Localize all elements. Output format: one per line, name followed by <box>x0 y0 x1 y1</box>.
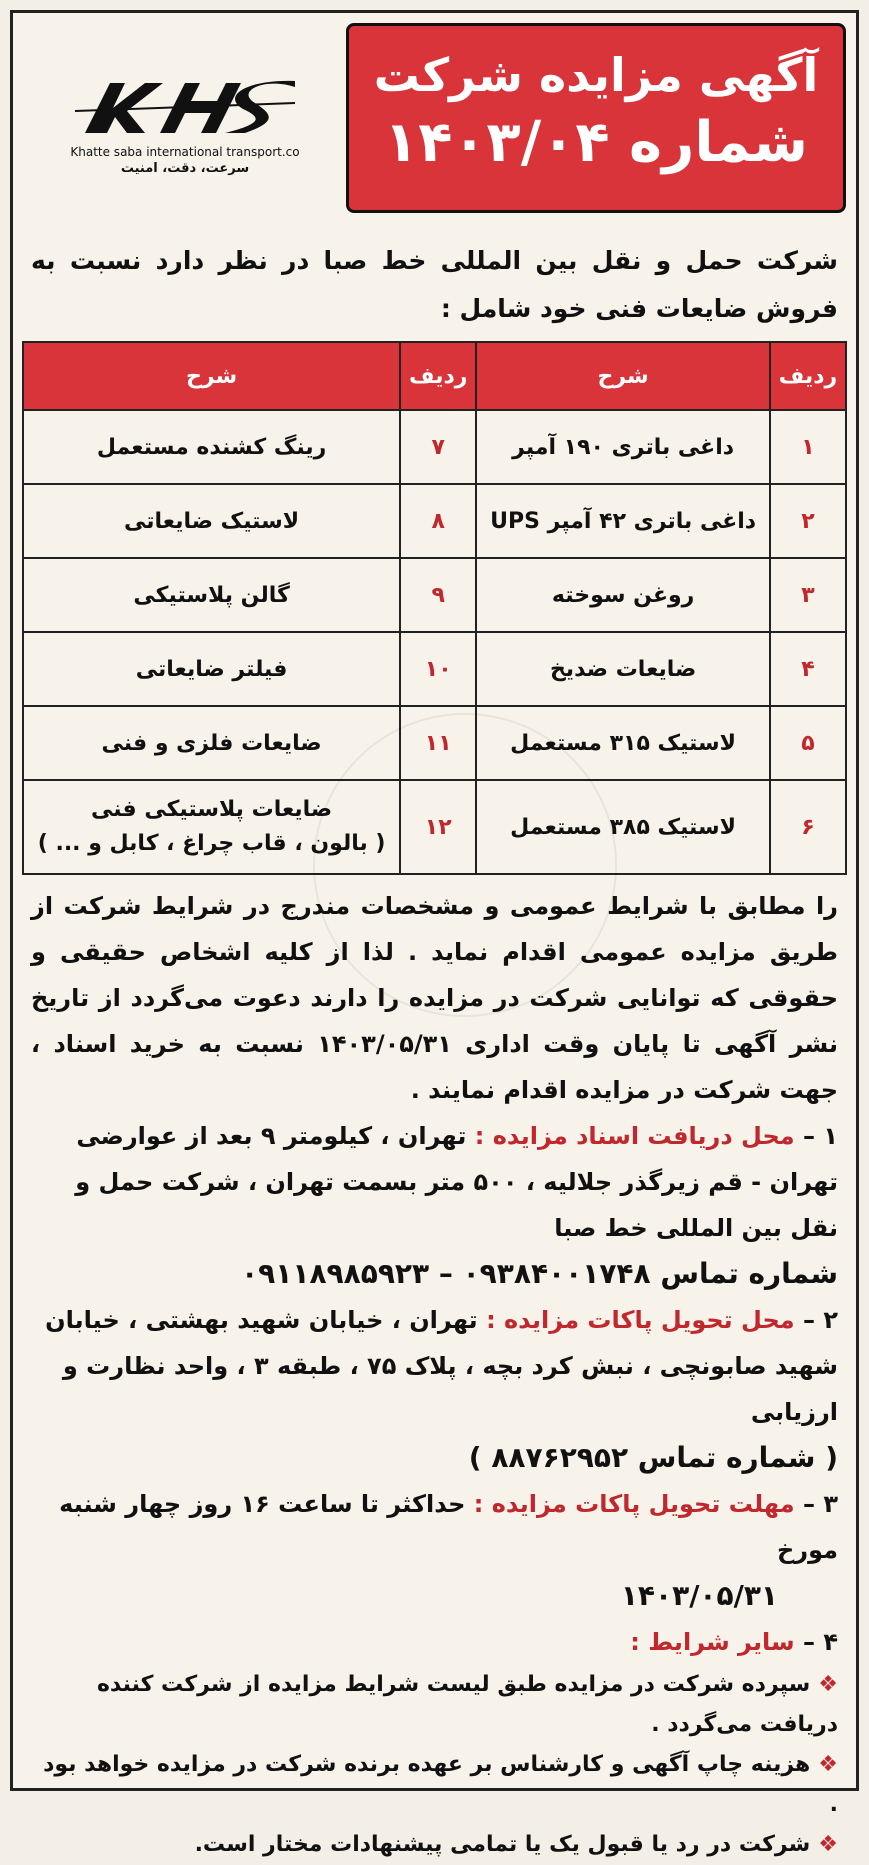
row-description: رینگ کشنده مستعمل <box>23 410 400 484</box>
table-header-row <box>23 342 846 410</box>
bullet-text: هزینه چاپ آگهی و کارشناس بر عهده برنده شرکت در مزایده خواهد بود . <box>43 1752 838 1817</box>
row-number: ۶ <box>770 780 846 874</box>
row-description-line: ( بالون ، قاب چراغ ، کابل و ... ) <box>37 831 386 856</box>
header-desc-2: شرح <box>23 342 400 410</box>
diamond-bullet-icon: ❖ <box>818 1672 838 1697</box>
row-number: ۷ <box>400 410 476 484</box>
item-label: محل دریافت اسناد مزایده : <box>474 1122 795 1150</box>
item-label: سایر شرایط : <box>630 1628 795 1656</box>
item-number: ۴ – <box>802 1628 838 1656</box>
header-num-1: ردیف <box>770 342 846 410</box>
item-number: ۲ – <box>802 1306 838 1334</box>
auction-notice <box>10 10 859 1857</box>
row-description: داغی باتری ۴۲ آمپر UPS <box>476 484 770 558</box>
table-row <box>23 706 846 780</box>
row-number: ۲ <box>770 484 846 558</box>
item-phone: شماره تماس ۰۹۳۸۴۰۰۱۷۴۸ – ۰۹۱۱۸۹۸۵۹۲۳ <box>241 1257 838 1290</box>
list-item <box>31 1825 838 1865</box>
diamond-bullet-icon: ❖ <box>818 1832 838 1857</box>
item-phone: ( شماره تماس ۸۸۷۶۲۹۵۲ ) <box>468 1441 838 1474</box>
item-text: حداکثر تا ساعت ۱۶ روز چهار شنبه مورخ <box>59 1490 838 1564</box>
list-item <box>31 1745 838 1825</box>
row-description: ضایعات ضدیخ <box>476 632 770 706</box>
row-number: ۱۲ <box>400 780 476 874</box>
other-conditions-list <box>13 1665 856 1865</box>
row-number: ۹ <box>400 558 476 632</box>
row-number: ۴ <box>770 632 846 706</box>
header <box>13 13 856 233</box>
row-number: ۳ <box>770 558 846 632</box>
condition-item-4 <box>13 1619 856 1665</box>
row-description: ضایعات فلزی و فنی <box>23 706 400 780</box>
row-description: روغن سوخته <box>476 558 770 632</box>
bullet-text: شرکت در رد یا قبول یک یا تمامی پیشنهادات مختار است. <box>194 1832 811 1857</box>
table-row <box>23 410 846 484</box>
intro-text: شرکت حمل و نقل بین المللی خط صبا در نظر دارد نسبت به فروش ضایعات فنی خود شامل : <box>31 246 838 323</box>
row-number: ۱۰ <box>400 632 476 706</box>
condition-item-2 <box>13 1297 856 1481</box>
item-number: ۱ – <box>802 1122 838 1150</box>
row-description: گالن پلاستیکی <box>23 558 400 632</box>
row-number: ۸ <box>400 484 476 558</box>
diamond-bullet-icon: ❖ <box>818 1752 838 1777</box>
logo-slogan: سرعت، دقت، امنیت <box>120 161 250 176</box>
bullet-text: سپرده شرکت در مزایده طبق لیست شرایط مزایده از شرکت کننده دریافت می‌گردد . <box>96 1672 838 1737</box>
table-row <box>23 484 846 558</box>
header-num-2: ردیف <box>400 342 476 410</box>
list-item <box>31 1665 838 1745</box>
row-description: لاستیک ضایعاتی <box>23 484 400 558</box>
row-number: ۵ <box>770 706 846 780</box>
table-row <box>23 780 846 874</box>
row-number: ۱۱ <box>400 706 476 780</box>
table-row <box>23 632 846 706</box>
item-text: تهران ، کیلومتر ۹ بعد از عوارضی تهران - قم زیرگذر جلالیه ، ۵۰۰ متر بسمت تهران ، شرکت حمل و نقل بین المللی خط صبا <box>75 1122 838 1242</box>
row-description: لاستیک ۳۸۵ مستعمل <box>476 780 770 874</box>
logo-english-name: Khatte saba international transport.co <box>70 145 300 159</box>
row-description: لاستیک ۳۱۵ مستعمل <box>476 706 770 780</box>
item-label: محل تحویل پاکات مزایده : <box>486 1306 795 1334</box>
title-line-1: آگهی مزایده شرکت <box>373 48 819 102</box>
condition-item-1 <box>13 1113 856 1297</box>
item-number: ۳ – <box>802 1490 838 1518</box>
row-description-line: ضایعات پلاستیکی فنی <box>91 797 333 822</box>
row-number: ۱ <box>770 410 846 484</box>
condition-item-3 <box>13 1481 856 1619</box>
item-text: تهران ، خیابان شهید بهشتی ، خیابان شهید صابونچی ، نبش کرد بچه ، پلاک ۷۵ ، طبقه ۳ ، واحد نظارت و ارزیابی <box>45 1306 838 1426</box>
title-box <box>346 23 846 213</box>
body-text: را مطابق با شرایط عمومی و مشخصات مندرج در شرایط شرکت از طریق مزایده عمومی اقدام نماید . لذا از کلیه اشخاص حقیقی و حقوقی که توانایی شرکت در مزایده را دارند دعوت می‌گردد از تاریخ نشر آگهی تا پایان وقت اداری ۱۴۰۳/۰۵/۳۱ نسبت به خرید اسناد ، جهت شرکت در مزایده اقدام نمایند . <box>31 892 838 1104</box>
title-line-2: شماره ۱۴۰۳/۰۴ <box>384 110 808 175</box>
table-row <box>23 558 846 632</box>
item-label: مهلت تحویل پاکات مزایده : <box>473 1490 795 1518</box>
items-table <box>22 341 847 875</box>
header-desc-1: شرح <box>476 342 770 410</box>
row-description: داغی باتری ۱۹۰ آمپر <box>476 410 770 484</box>
row-description-multiline <box>23 780 400 874</box>
item-date: ۱۴۰۳/۰۵/۳۱ <box>620 1579 778 1612</box>
row-description: فیلتر ضایعاتی <box>23 632 400 706</box>
khs-logo-icon <box>65 73 305 143</box>
company-logo <box>35 73 335 193</box>
